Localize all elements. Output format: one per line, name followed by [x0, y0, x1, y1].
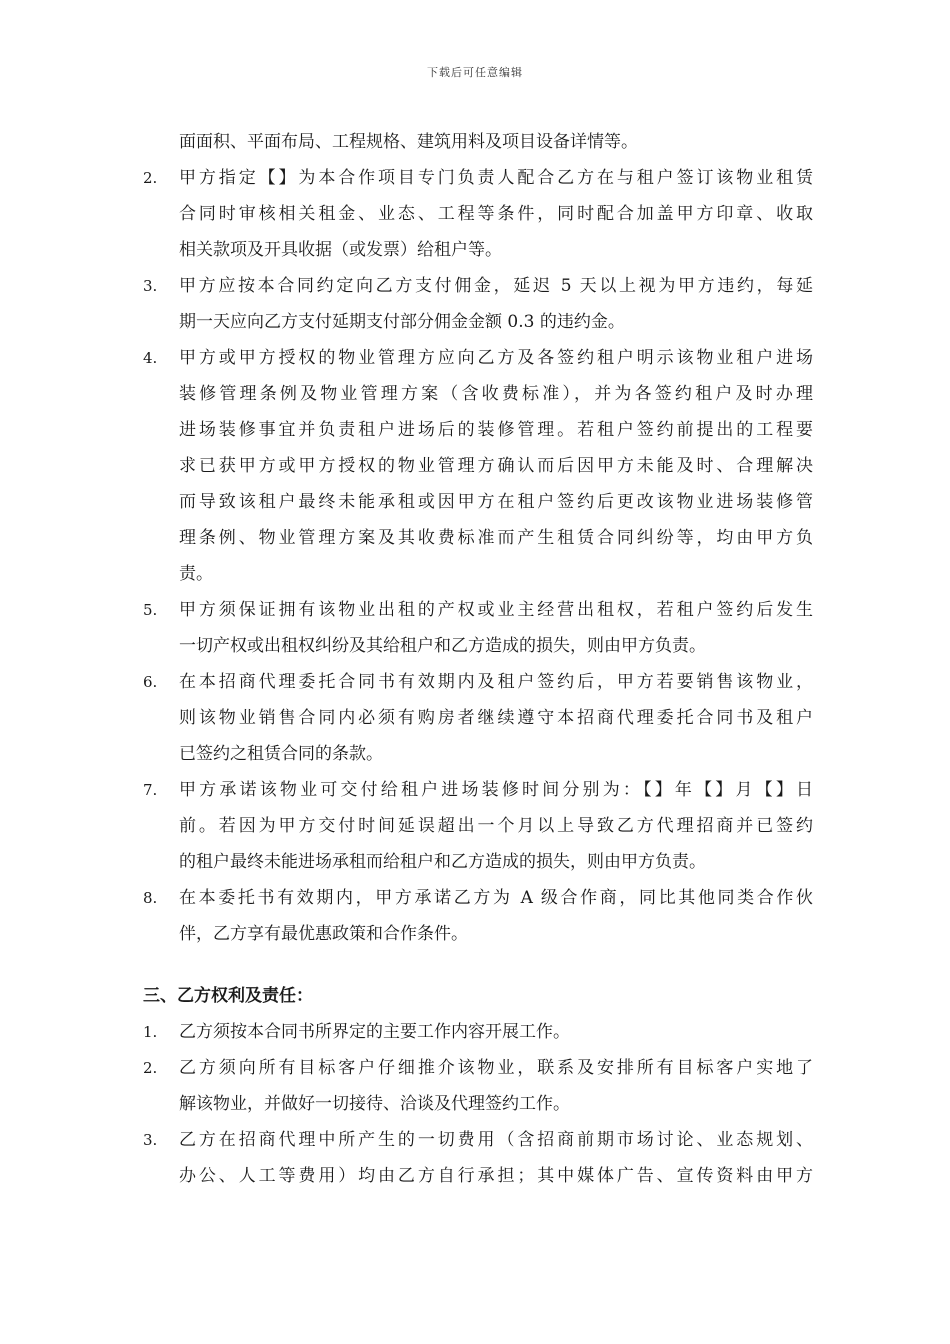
- list-number: 2.: [143, 169, 158, 187]
- line-text: 甲方指定【】为本合作项目专门负责人配合乙方在与租户签订该物业租赁: [179, 168, 813, 188]
- list-number: 3.: [143, 1131, 158, 1149]
- line-text: 甲方须保证拥有该物业出租的产权或业主经营出租权，若租户签约后发生: [179, 600, 813, 620]
- list-item-continuation: [143, 376, 813, 412]
- line-text: 责。: [179, 564, 213, 584]
- list-item-continuation: [143, 808, 813, 844]
- line-text: 甲方或甲方授权的物业管理方应向乙方及各签约租户明示该物业租户进场: [179, 348, 813, 368]
- list-item-continuation: [143, 484, 813, 520]
- line-text: 面面积、平面布局、工程规格、建筑用料及项目设备详情等。: [179, 132, 638, 152]
- list-item-line: [143, 592, 813, 628]
- list-item-continuation: [143, 520, 813, 556]
- document-body: [143, 124, 813, 1194]
- line-text: 甲方应按本合同约定向乙方支付佣金，延迟 5 天以上视为甲方违约，每延: [179, 276, 813, 296]
- list-number: 2.: [143, 1059, 158, 1077]
- list-item-continuation: [143, 196, 813, 232]
- line-text: 合同时审核相关租金、业态、工程等条件，同时配合加盖甲方印章、收取: [179, 204, 813, 224]
- list-item-line: [143, 268, 813, 304]
- line-text: 已签约之租赁合同的条款。: [179, 744, 383, 764]
- line-text: 乙方须向所有目标客户仔细推介该物业，联系及安排所有目标客户实地了: [179, 1058, 813, 1078]
- section-spacer: [143, 952, 813, 978]
- line-text: 期一天应向乙方支付延期支付部分佣金金额 0.3 的违约金。: [179, 312, 625, 332]
- line-text: 一切产权或出租权纠纷及其给租户和乙方造成的损失，则由甲方负责。: [179, 636, 706, 656]
- line-text: 相关款项及开具收据（或发票）给租户等。: [179, 240, 502, 260]
- list-item-continuation: [143, 916, 813, 952]
- list-number: 7.: [143, 781, 158, 799]
- list-item-line: [143, 340, 813, 376]
- line-text: 乙方在招商代理中所产生的一切费用（含招商前期市场讨论、业态规划、: [179, 1130, 813, 1150]
- line-text: 理条例、物业管理方案及其收费标准而产生租赁合同纠纷等，均由甲方负: [179, 528, 813, 548]
- list-item-continuation: [143, 124, 813, 160]
- list-item-continuation: [143, 1158, 813, 1194]
- list-item-continuation: [143, 304, 813, 340]
- line-text: 装修管理条例及物业管理方案（含收费标准），并为各签约租户及时办理: [179, 384, 813, 404]
- page-header: 下载后可任意编辑: [427, 66, 523, 79]
- line-text: 办公、人工等费用）均由乙方自行承担；其中媒体广告、宣传资料由甲方: [179, 1166, 813, 1186]
- list-item-line: [143, 772, 813, 808]
- list-number: 8.: [143, 889, 158, 907]
- line-text: 而导致该租户最终未能承租或因甲方在租户签约后更改该物业进场装修管: [179, 492, 813, 512]
- list-number: 6.: [143, 673, 158, 691]
- list-item-continuation: [143, 736, 813, 772]
- line-text: 进场装修事宜并负责租户进场后的装修管理。若租户签约前提出的工程要: [179, 420, 813, 440]
- list-item-continuation: [143, 700, 813, 736]
- line-text: 求已获甲方或甲方授权的物业管理方确认而后因甲方未能及时、合理解决: [179, 456, 813, 476]
- line-text: 在本委托书有效期内，甲方承诺乙方为 A 级合作商，同比其他同类合作伙: [179, 888, 813, 908]
- list-item-line: [143, 1014, 813, 1050]
- line-text: 则该物业销售合同内必须有购房者继续遵守本招商代理委托合同书及租户: [179, 708, 813, 728]
- line-text: 伴，乙方享有最优惠政策和合作条件。: [179, 924, 468, 944]
- list-item-continuation: [143, 412, 813, 448]
- list-item-line: [143, 160, 813, 196]
- list-item-continuation: [143, 448, 813, 484]
- list-item-line: [143, 880, 813, 916]
- section-heading: 三、乙方权利及责任：: [143, 986, 313, 1006]
- list-item-continuation: [143, 556, 813, 592]
- list-item-continuation: [143, 628, 813, 664]
- line-text: 前。若因为甲方交付时间延误超出一个月以上导致乙方代理招商并已签约: [179, 816, 813, 836]
- list-number: 3.: [143, 277, 158, 295]
- line-text: 在本招商代理委托合同书有效期内及租户签约后，甲方若要销售该物业，: [179, 672, 813, 692]
- line-text: 甲方承诺该物业可交付给租户进场装修时间分别为：【】年【】月【】日: [179, 780, 813, 800]
- list-number: 4.: [143, 349, 158, 367]
- list-item-line: [143, 1122, 813, 1158]
- list-number: 5.: [143, 601, 158, 619]
- list-item-continuation: [143, 844, 813, 880]
- list-number: 1.: [143, 1023, 158, 1041]
- line-text: 乙方须按本合同书所界定的主要工作内容开展工作。: [179, 1022, 570, 1042]
- line-text: 的租户最终未能进场承租而给租户和乙方造成的损失，则由甲方负责。: [179, 852, 706, 872]
- list-item-continuation: [143, 232, 813, 268]
- line-text: 解该物业，并做好一切接待、洽谈及代理签约工作。: [179, 1094, 570, 1114]
- list-item-line: [143, 664, 813, 700]
- list-item-line: [143, 1050, 813, 1086]
- list-item-continuation: [143, 1086, 813, 1122]
